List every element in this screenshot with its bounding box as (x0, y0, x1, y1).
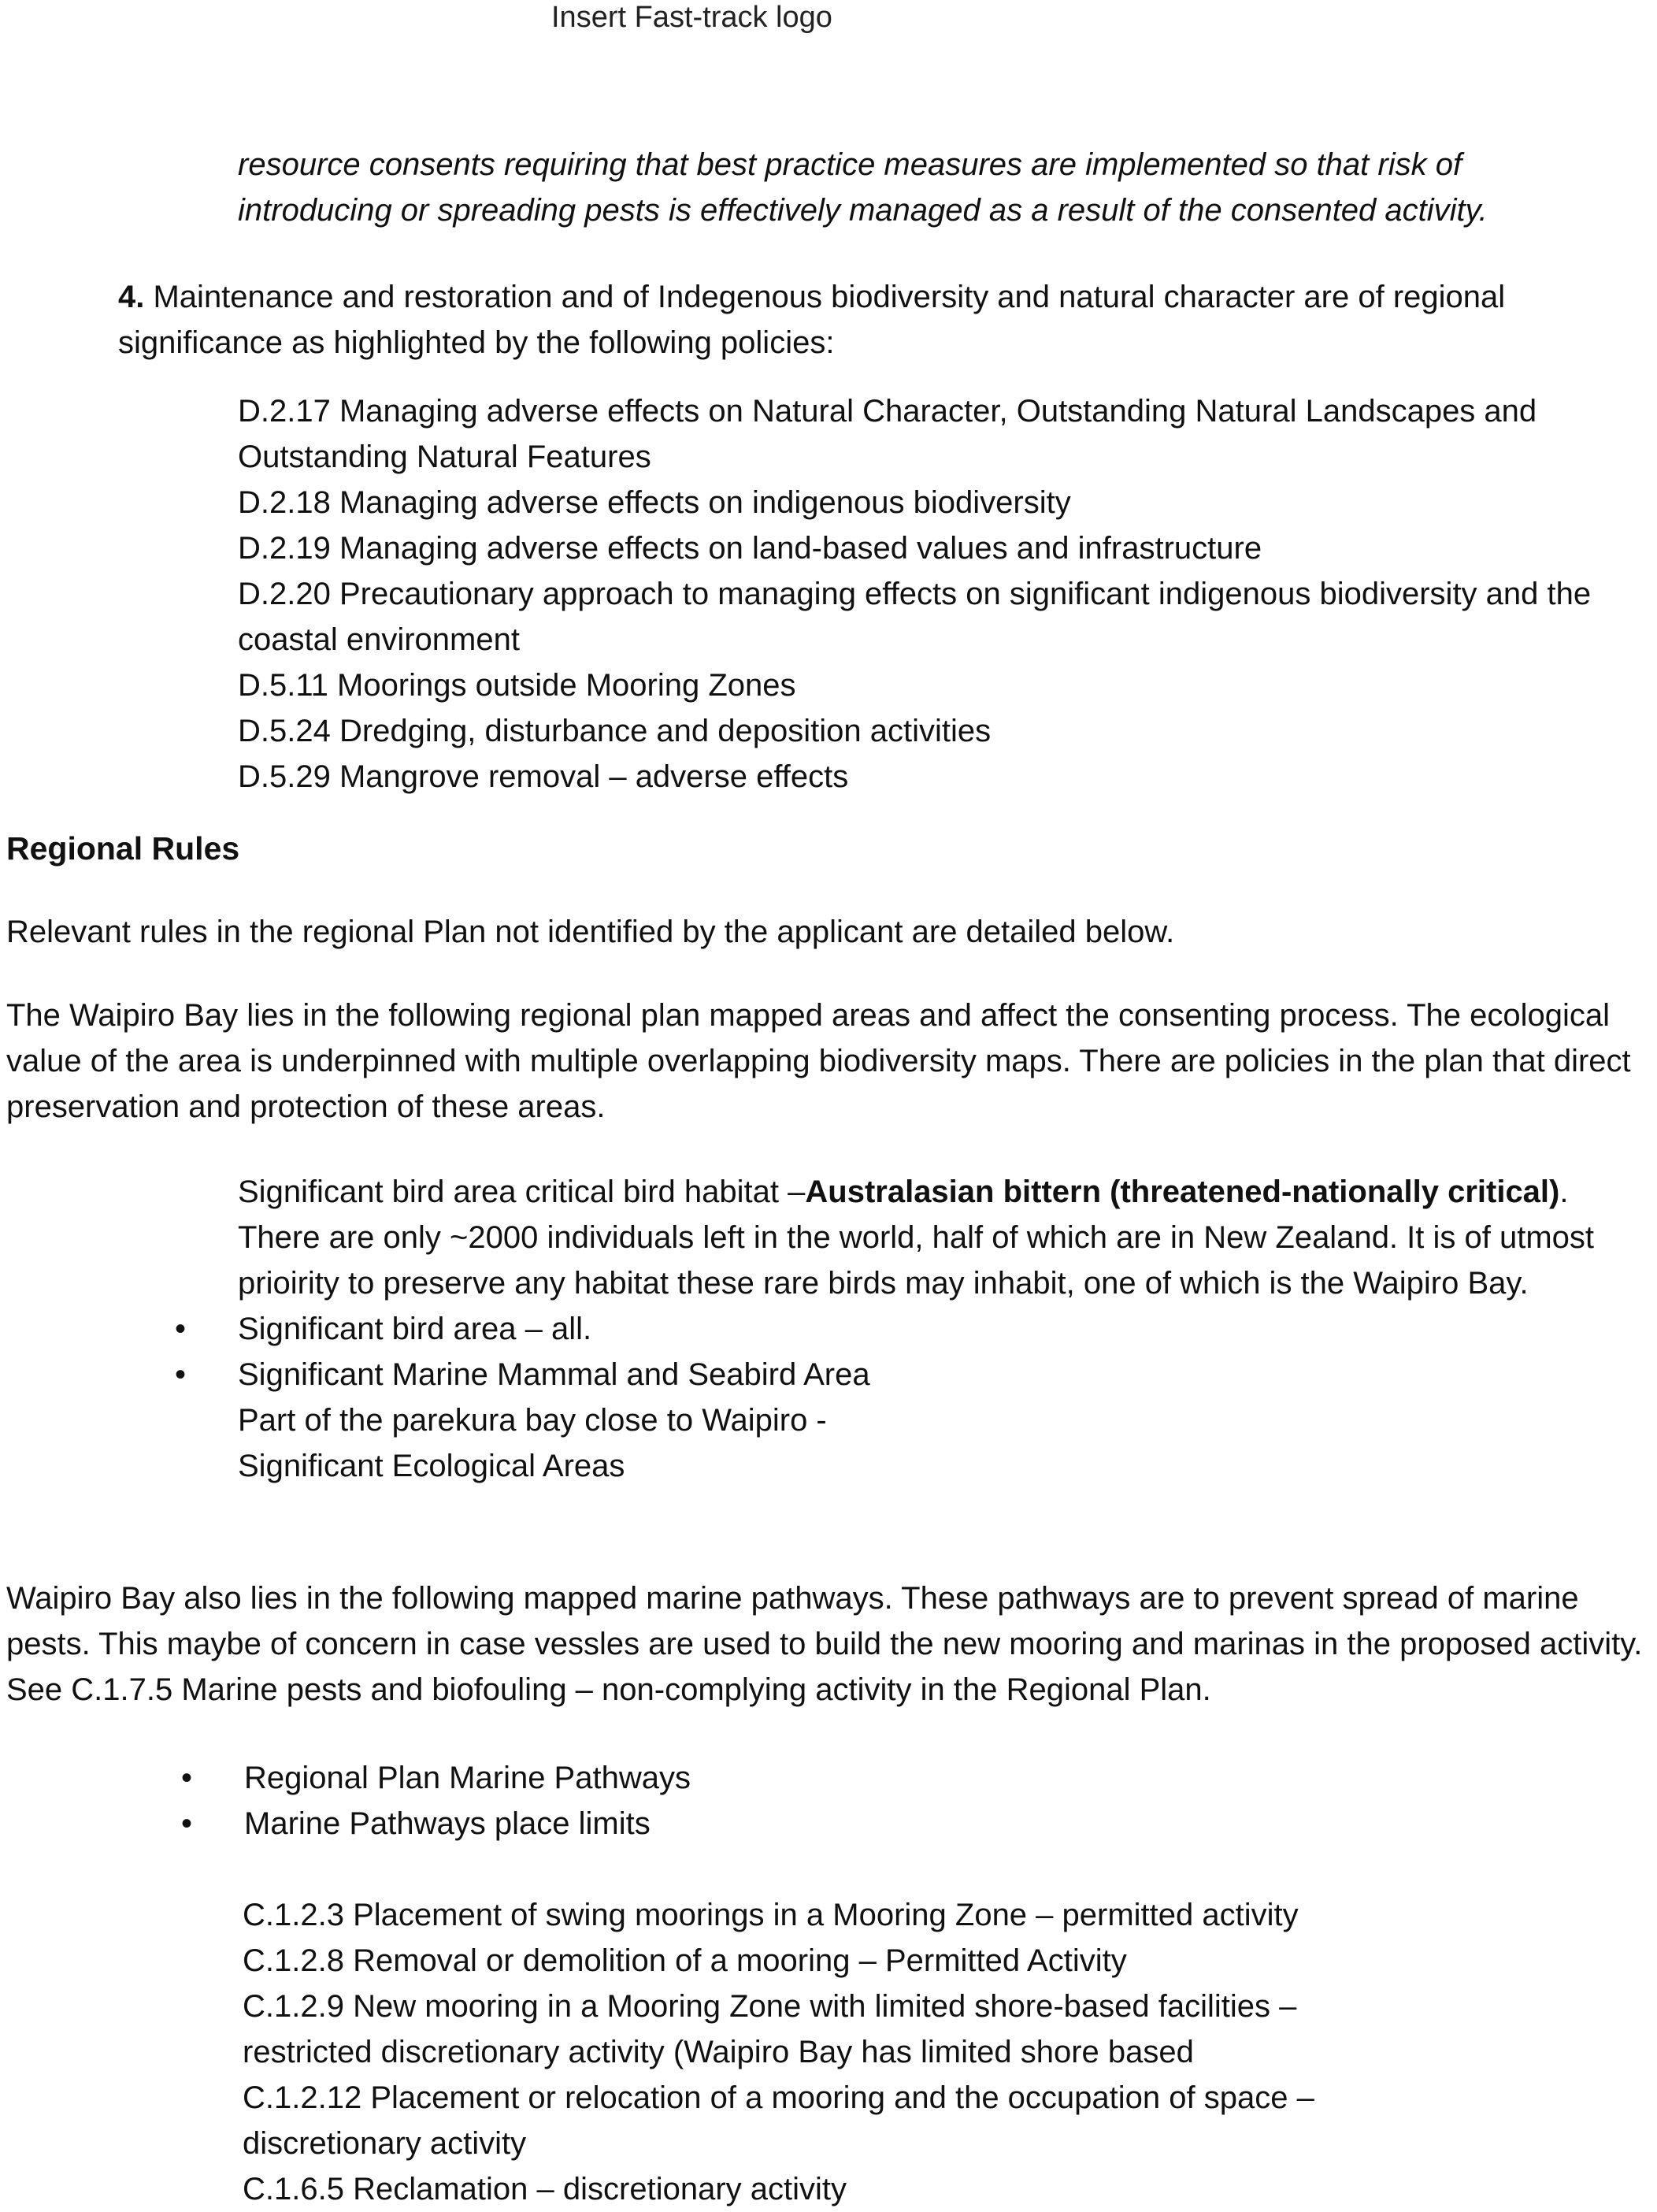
policy-item: D.2.18 Managing adverse effects on indigenous biodiversity (238, 485, 1071, 520)
rule-item: restricted discretionary activity (Waipiro Bay has limited shore based (243, 2035, 1194, 2069)
list-item (238, 1443, 1648, 1489)
list-item (175, 1352, 1648, 1397)
policy-list (238, 388, 1648, 800)
list-item-text: Part of the parekura bay close to Waipiro - (238, 1403, 827, 1438)
list-item-text: Significant Ecological Areas (238, 1449, 625, 1483)
policy-item: D.2.20 Precautionary approach to managing effects on significant indigenous biodiversity and the coastal environment (238, 577, 1592, 657)
list-item-text: Significant bird area critical bird habitat – (238, 1175, 806, 1209)
policy-item: D.2.19 Managing adverse effects on land-based values and infrastructure (238, 531, 1262, 566)
bullet-icon: • (175, 1357, 187, 1392)
species-name: Australasian bittern (threatened-nationally critical) (805, 1175, 1560, 1209)
marine-pathways-list (181, 1755, 1646, 1846)
rule-item: C.1.2.12 Placement or relocation of a mooring and the occupation of space – (243, 2080, 1314, 2115)
section-heading: Regional Rules (6, 830, 240, 867)
point-4-paragraph (118, 274, 1630, 366)
list-item-text: Significant bird area – all. (238, 1312, 592, 1346)
rule-item: C.1.2.9 New mooring in a Mooring Zone with limited shore-based facilities – (243, 1989, 1297, 2024)
bullet-icon: • (175, 1312, 187, 1346)
point-number: 4. (118, 280, 145, 314)
list-item (238, 1169, 1648, 1306)
list-item (238, 1397, 1648, 1443)
policy-item: D.5.24 Dredging, disturbance and deposition activities (238, 714, 992, 748)
rules-list (243, 1892, 1652, 2212)
list-item (175, 1306, 1648, 1352)
point-text: Maintenance and restoration and of Indegenous biodiversity and natural character are of regional significance as highlighted by the following policies: (118, 280, 1506, 360)
list-item-text: Significant Marine Mammal and Seabird Area (238, 1357, 870, 1392)
list-item-text: Marine Pathways place limits (244, 1806, 651, 1841)
paragraph: Waipiro Bay also lies in the following mapped marine pathways. These pathways are to prevent spread of marine pests. This maybe of concern in case vessles are used to build the new mooring and marinas in the proposed activity. See C.1.7.5 Marine pests and biofouling – non-complying activity in the Regional Plan. (6, 1581, 1643, 1707)
list-item (181, 1755, 1646, 1801)
intro-line: introducing or spreading pests is effectively managed as a result of the consented activity. (238, 193, 1488, 228)
paragraph: Relevant rules in the regional Plan not identified by the applicant are detailed below. (6, 915, 1175, 949)
list-item-text: Regional Plan Marine Pathways (244, 1761, 691, 1795)
policy-item: D.5.11 Moorings outside Mooring Zones (238, 668, 796, 703)
rule-item: discretionary activity (243, 2126, 527, 2161)
logo-placeholder-text: Insert Fast-track logo (551, 1, 832, 34)
intro-line: resource consents requiring that best practice measures are implemented so that risk of (238, 147, 1462, 182)
rule-item: C.1.2.3 Placement of swing moorings in a Mooring Zone – permitted activity (243, 1898, 1299, 1932)
mapped-areas-list (175, 1169, 1648, 1489)
policy-item: D.5.29 Mangrove removal – adverse effects (238, 759, 849, 794)
intro-paragraph (238, 142, 1640, 233)
rule-item: C.1.2.8 Removal or demolition of a mooring – Permitted Activity (243, 1943, 1127, 1978)
rule-item: C.1.6.5 Reclamation – discretionary activity (243, 2172, 847, 2206)
policy-item: D.2.17 Managing adverse effects on Natural Character, Outstanding Natural Landscapes and Outstanding Natural Features (238, 394, 1537, 474)
bullet-icon: • (181, 1806, 193, 1841)
list-item (181, 1801, 1646, 1846)
list-item-text: . There are only ~2000 individuals left in the world, half of which are in New Zealand. It is of utmost prioirity to preserve any habitat these rare birds may inhabit, one of which is the Waipiro Bay. (238, 1175, 1595, 1301)
paragraph: The Waipiro Bay lies in the following regional plan mapped areas and affect the consenting process. The ecological value of the area is underpinned with multiple overlapping biodiversity maps. There are policies in the plan that direct preservation and protection of these areas. (6, 998, 1631, 1124)
bullet-icon: • (181, 1761, 193, 1795)
